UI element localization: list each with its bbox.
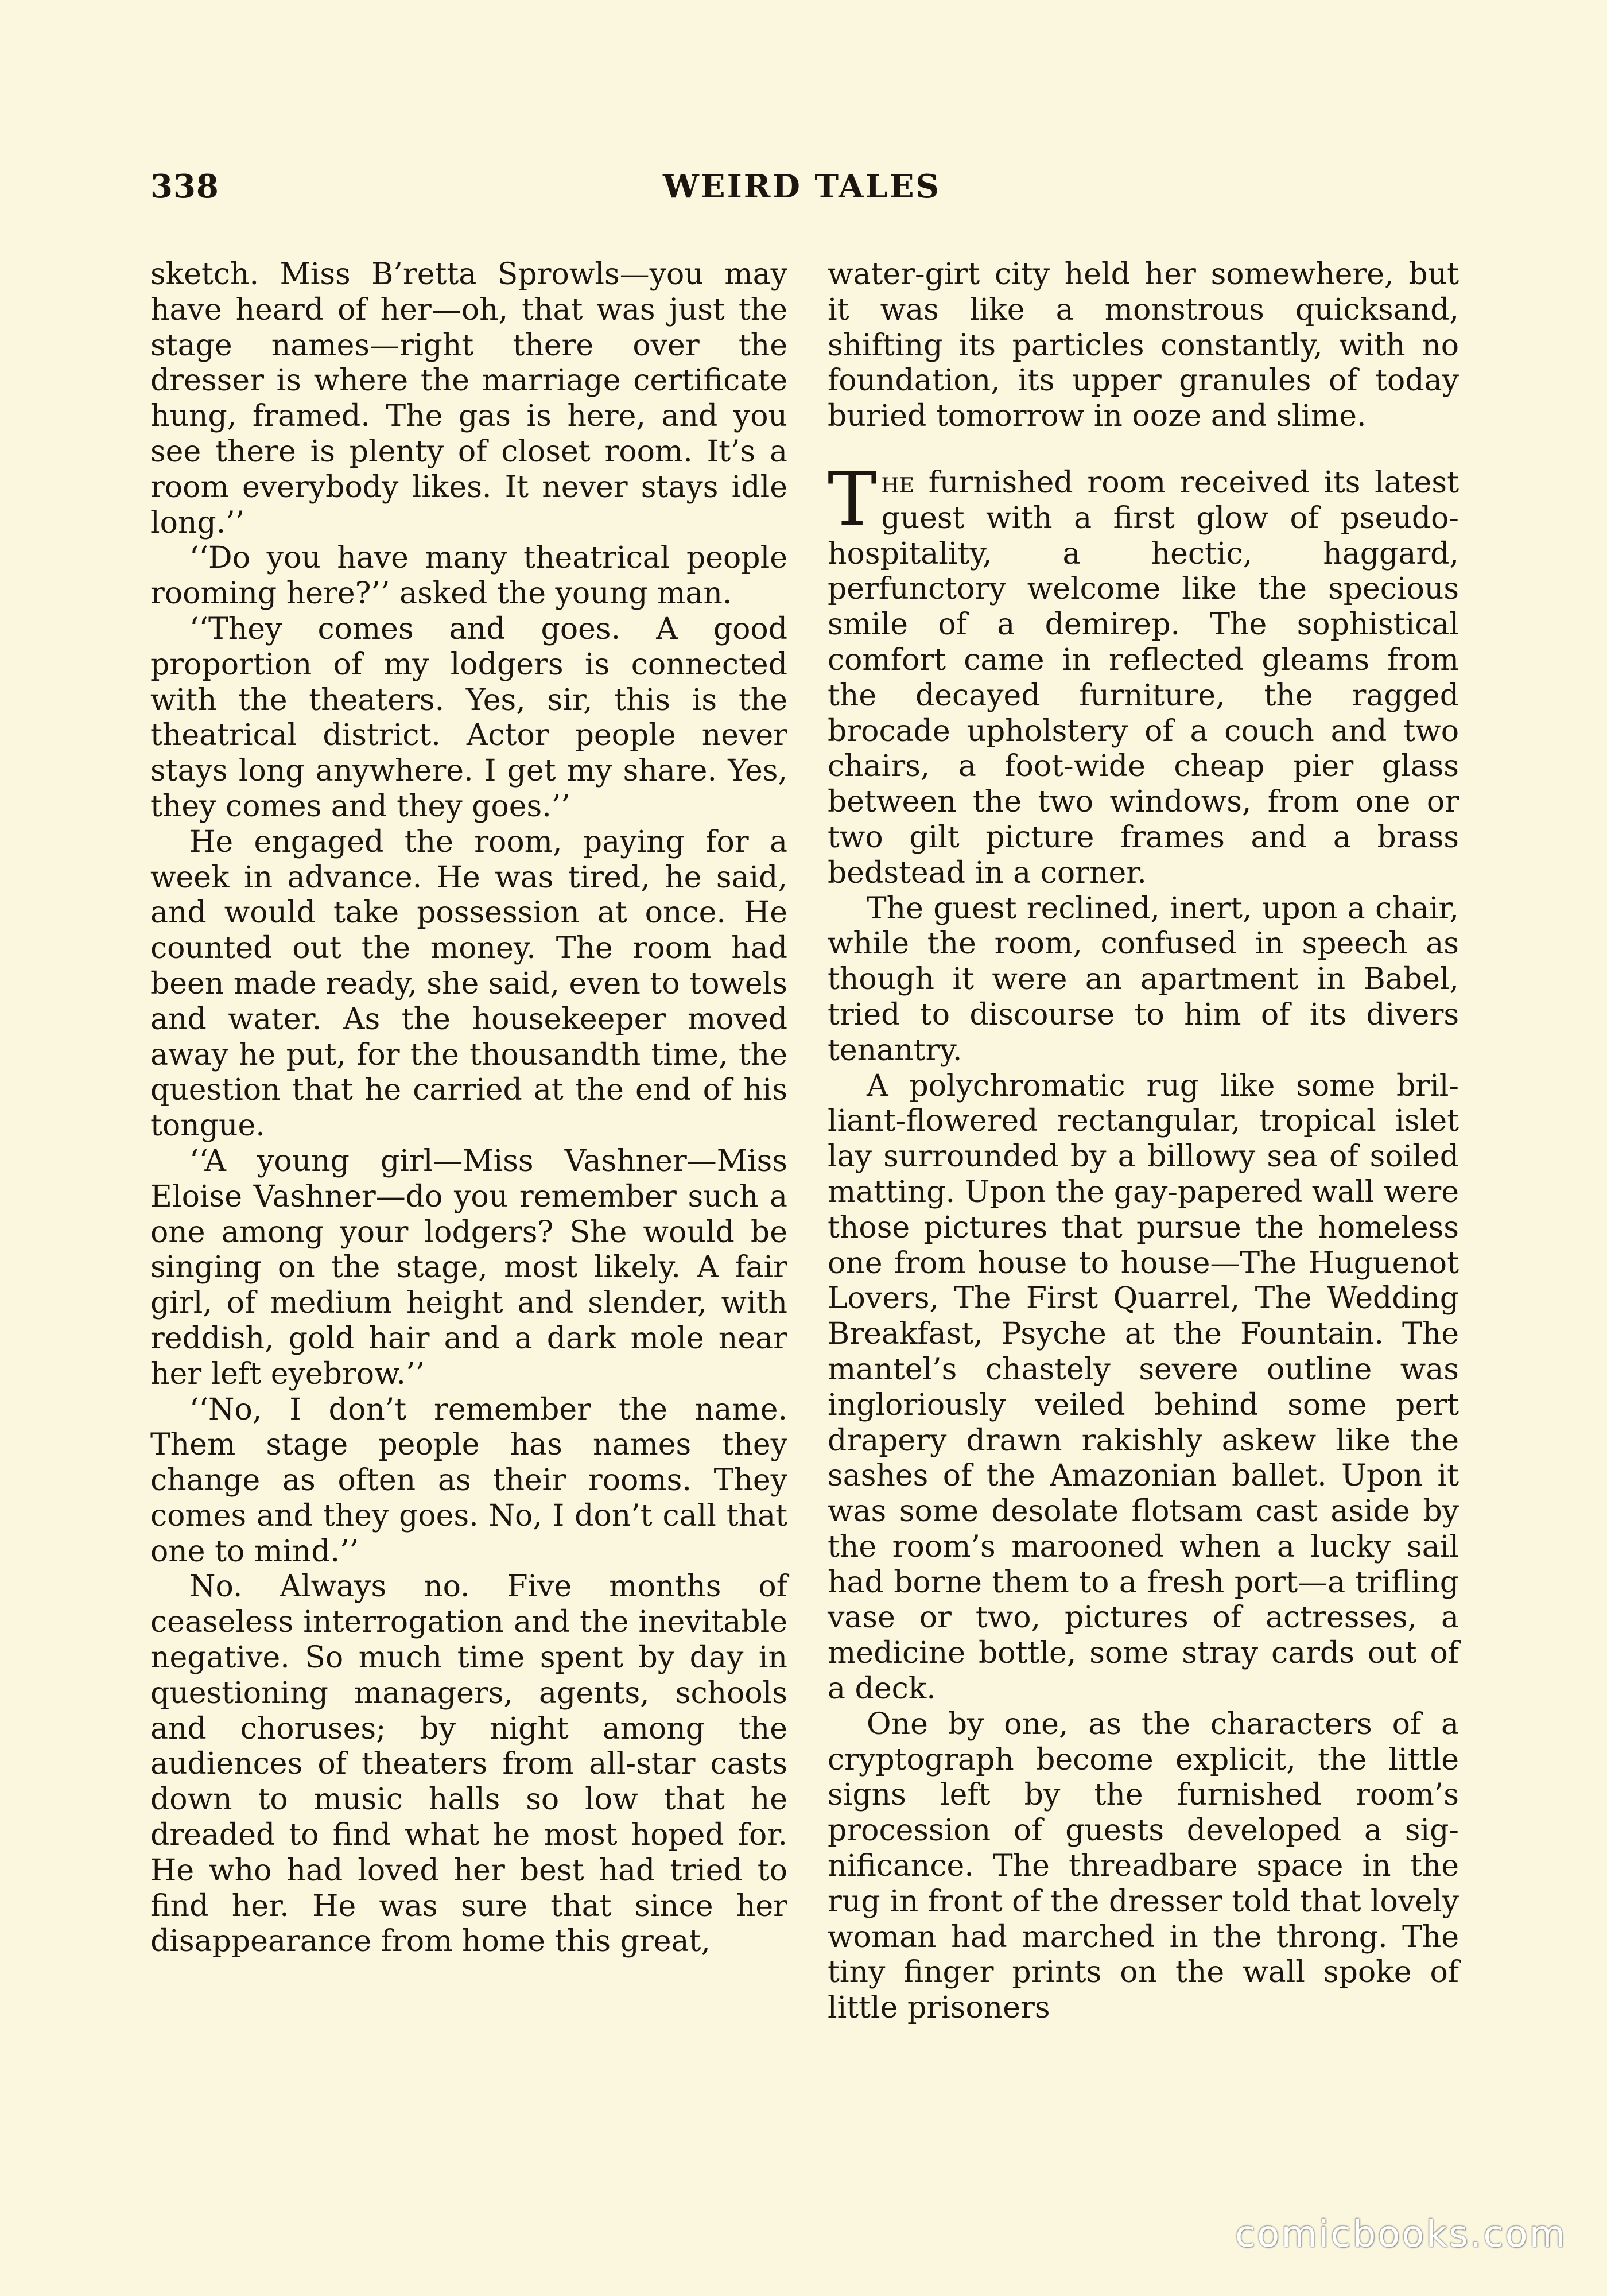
small-caps-lead: he	[881, 465, 915, 500]
paragraph: water-girt city held her somewhere, but it was like a monstrous quicksand, shifting its particles constantly, with no foundation, its upper granules of today buried tomorrow in ooze and slime.	[828, 257, 1459, 434]
paragraph: The guest reclined, inert, upon a chair, while the room, confused in speech as though it were an apartment in Babel, tried to discourse to him of its divers tenantry.	[828, 891, 1459, 1068]
section-opening-paragraph	[828, 456, 1459, 891]
running-title: WEIRD TALES	[663, 168, 941, 205]
paragraph-text: furnished room received its latest guest with a first glow of pseudo-hospitality, a hectic, haggard, perfunctory welcome like the specious smile of a demirep. The sophistical comfort came in reflected gleams from the decayed furniture, the ragged brocade upholstery of a couch and two chairs, a foot-wide cheap pier glass between the two windows, from one or two gilt picture frames and a brass bedstead in a corner.	[828, 465, 1459, 890]
paragraph: ‘‘They comes and goes. A good proportion of my lodgers is connected with the theaters. Yes, sir, this is the theatrical district. Actor people never stays long anywhere. I get my share. Yes, they comes and they goes.’’	[150, 611, 787, 824]
paragraph: He engaged the room, paying for a week in advance. He was tired, he said, and would take possession at once. He counted out the money. The room had been made ready, she said, even to towels and water. As the housekeeper moved away he put, for the thousandth time, the question that he carried at the end of his tongue.	[150, 824, 787, 1143]
paragraph: ‘‘A young girl—Miss Vashner—Miss Eloise Vashner—do you remember such a one among your lodgers? She would be singing on the stage, most likely. A fair girl, of medium height and slender, with reddish, gold hair and a dark mole near her left eyebrow.’’	[150, 1143, 787, 1391]
page-number: 338	[150, 168, 219, 205]
watermark: comicbooks.com	[1235, 2213, 1567, 2256]
paragraph: No. Always no. Five months of ceaseless interrogation and the inevitable negative. So much time spent by day in questioning managers, agents, schools and choruses; by night among the audiences of theaters from all-star casts down to music halls so low that he dreaded to find what he most hoped for. He who had loved her best had tried to find her. He was sure that since her disappearance from home this great,	[150, 1569, 787, 1959]
paragraph: ‘‘No, I don’t remember the name. Them stage people has names they change as often as their rooms. They comes and they goes. No, I don’t call that one to mind.’’	[150, 1392, 787, 1569]
paragraph: ‘‘Do you have many theatrical people rooming here?’’ asked the young man.	[150, 541, 787, 611]
paragraph: One by one, as the characters of a cryptograph become explicit, the little signs left by the furnished room’s procession of guests developed a significance. The threadbare space in the rug in front of the dresser told that lovely woman had marched in the throng. The tiny finger prints on the wall spoke of little prisoners	[828, 1707, 1459, 2026]
drop-cap: T	[828, 456, 877, 542]
page-header	[150, 168, 1453, 219]
right-column	[828, 257, 1459, 2026]
paragraph: A polychromatic rug like some brilliant-flowered rectangular, tropical islet lay surrounded by a billowy sea of soiled matting. Upon the gay-papered wall were those pictures that pursue the homeless one from house to house—The Huguenot Lovers, The First Quarrel, The Wedding Breakfast, Psyche at the Fountain. The mantel’s chastely severe outline was ingloriously veiled behind some pert drapery drawn rakishly askew like the sashes of the Amazonian ballet. Upon it was some desolate flotsam cast aside by the room’s marooned when a lucky sail had borne them to a fresh port—a trifling vase or two, pictures of actresses, a medicine bottle, some stray cards out of a deck.	[828, 1068, 1459, 1707]
left-column	[150, 257, 787, 1960]
paragraph: sketch. Miss B’retta Sprowls—you may have heard of her—oh, that was just the stage names—right there over the dresser is where the marriage certificate hung, framed. The gas is here, and you see there is plenty of closet room. It’s a room everybody likes. It never stays idle long.’’	[150, 257, 787, 540]
